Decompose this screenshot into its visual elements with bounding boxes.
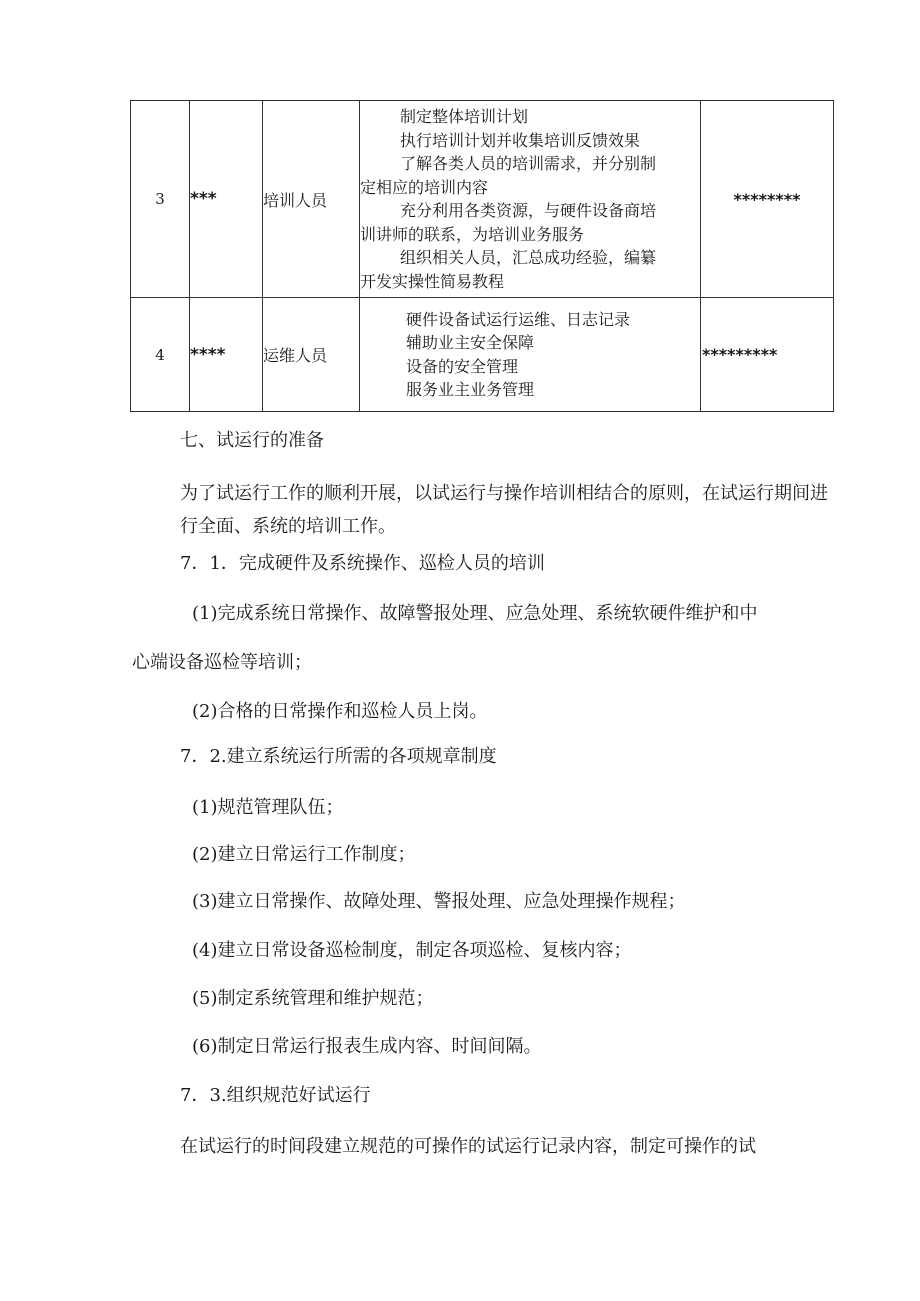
duty-line: 设备的安全管理 bbox=[406, 356, 519, 376]
list-item: (5)制定系统管理和维护规范； bbox=[192, 988, 434, 1009]
list-item: (4)建立日常设备巡检制度，制定各项巡检、复核内容； bbox=[192, 940, 632, 961]
list-item: (3)建立日常操作、故障处理、警报处理、应急处理操作规程； bbox=[192, 891, 686, 912]
duty-line: 硬件设备试运行运维、日志记录 bbox=[406, 309, 631, 329]
row-role: 运维人员 bbox=[263, 298, 360, 412]
duty-line: 辅助业主安全保障 bbox=[406, 333, 535, 352]
duty-line: 了解各类人员的培训需求，并分别制 bbox=[400, 154, 657, 173]
row-code: ******** bbox=[701, 101, 834, 298]
duty-line: 开发实操性简易教程 bbox=[360, 271, 505, 291]
duty-line: 执行培训计划并收集培训反馈效果 bbox=[400, 130, 641, 150]
table-row bbox=[131, 298, 834, 412]
table-row bbox=[131, 101, 834, 298]
row-number: 3 bbox=[131, 101, 190, 298]
roles-table bbox=[130, 100, 834, 412]
list-item-continuation: 心端设备巡检等培训； bbox=[132, 652, 312, 673]
row-code: ********* bbox=[701, 298, 834, 412]
row-duties bbox=[360, 298, 701, 412]
duty-line: 组织相关人员，汇总成功经验，编纂 bbox=[400, 248, 657, 267]
duty-line: 服务业主业务管理 bbox=[406, 380, 535, 399]
subsection-heading-7-2: 7．2.建立系统运行所需的各项规章制度 bbox=[180, 746, 497, 767]
row-role: 培训人员 bbox=[263, 101, 360, 298]
duty-line: 训讲师的联系，为培训业务服务 bbox=[360, 224, 585, 244]
intro-paragraph: 为了试运行工作的顺利开展，以试运行与操作培训相结合的原则，在试运行期间进行全面、系统的培训工作。 bbox=[180, 483, 828, 537]
duty-line: 制定整体培训计划 bbox=[400, 107, 529, 126]
subsection-heading-7-1: 7．1．完成硬件及系统操作、巡检人员的培训 bbox=[180, 553, 545, 574]
row-stars: *** bbox=[190, 101, 263, 298]
row-stars: **** bbox=[190, 298, 263, 412]
list-item: (6)制定日常运行报表生成内容、时间间隔。 bbox=[192, 1036, 542, 1057]
subsection-heading-7-3: 7．3.组织规范好试运行 bbox=[180, 1085, 371, 1106]
list-item: (1)完成系统日常操作、故障警报处理、应急处理、系统软硬件维护和中 bbox=[192, 603, 758, 624]
duty-line: 定相应的培训内容 bbox=[360, 177, 489, 197]
row-duties bbox=[360, 101, 701, 298]
list-item: (2)合格的日常操作和巡检人员上岗。 bbox=[192, 701, 488, 722]
body-paragraph: 在试运行的时间段建立规范的可操作的试运行记录内容，制定可操作的试 bbox=[180, 1136, 756, 1157]
row-number: 4 bbox=[131, 298, 190, 412]
section-heading: 七、试运行的准备 bbox=[180, 430, 324, 451]
duty-line: 充分利用各类资源，与硬件设备商培 bbox=[400, 201, 657, 220]
list-item: (2)建立日常运行工作制度； bbox=[192, 844, 416, 865]
list-item: (1)规范管理队伍； bbox=[192, 797, 344, 818]
